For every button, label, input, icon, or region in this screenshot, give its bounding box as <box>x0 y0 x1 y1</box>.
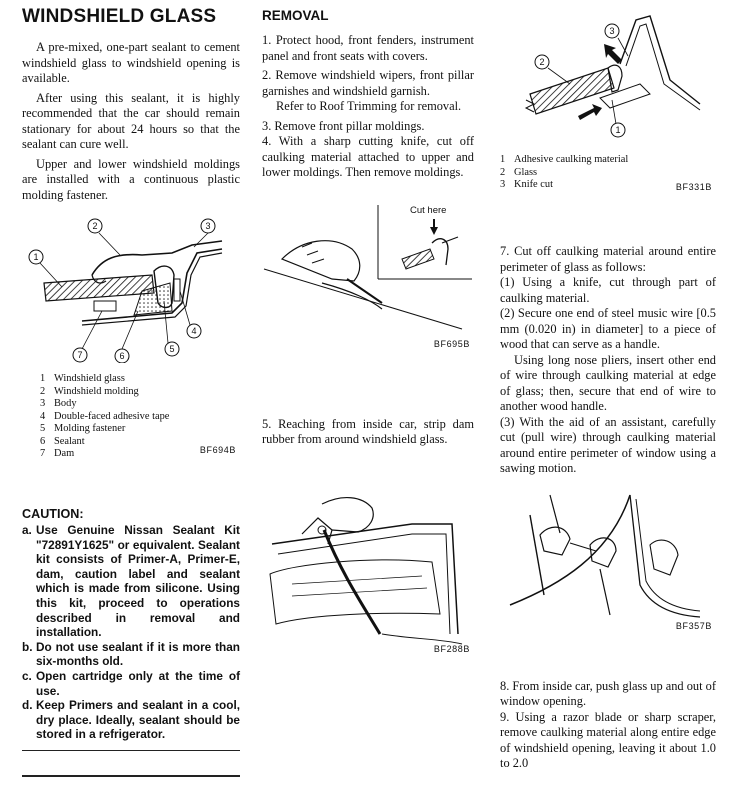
figure5-code: BF357B <box>675 620 712 631</box>
legend-item: 7 Dam <box>40 448 75 459</box>
callout-6: 6 <box>119 351 125 361</box>
intro-paragraph-3: Upper and lower windshield moldings are installed with a continuous plastic molding fastener. <box>22 156 240 202</box>
step7-block <box>500 244 716 477</box>
figure1-legend-block <box>22 373 240 469</box>
figure-windshield-section <box>22 213 240 363</box>
caution-heading: CAUTION: <box>22 507 84 521</box>
figure-cut-moldings <box>262 199 474 359</box>
intro-paragraph-2: After using this sealant, it is highly recommended that the car should remain stationary for about 24 hours so that the sealant can cure well. <box>22 90 240 151</box>
legend-item: 3 Knife cut <box>500 179 553 190</box>
caution-list <box>22 523 240 742</box>
figure2-code: BF695B <box>433 338 470 349</box>
caution-item: d. Keep Primers and sealant in a cool, dry place. Ideally, sealant should be stored in a refrigerator. <box>22 698 240 742</box>
caution-item: b. Do not use sealant if it is more than six-months old. <box>22 639 240 669</box>
cut-here-label: Cut here <box>410 204 447 216</box>
figure-knife-cut <box>500 4 716 154</box>
legend-item: 4 Double-faced adhesive tape <box>40 410 170 422</box>
knife-callout-2: 2 <box>539 57 545 67</box>
left-column <box>22 0 240 777</box>
caution-box <box>22 507 240 777</box>
next-box-top-rule <box>22 775 240 777</box>
strip-dam-illustration <box>262 484 474 654</box>
removal-step-2: 2. Remove windshield wipers, front pillar garnishes and windshield garnish. <box>262 68 474 98</box>
cut-moldings-illustration <box>262 199 474 349</box>
legend-item: 6 Sealant <box>40 435 85 447</box>
removal-step-1: 1. Protect hood, front fenders, instrument panel and front seats with covers. <box>262 33 474 63</box>
legend-item: 3 Body <box>40 398 77 409</box>
figure4-legend-block <box>500 154 716 214</box>
figure4-code: BF331B <box>675 182 712 192</box>
callout-1: 1 <box>33 252 39 262</box>
knife-callout-3: 3 <box>609 26 615 36</box>
callout-2: 2 <box>92 221 98 231</box>
removal-step-3: 3. Remove front pillar moldings. <box>262 118 425 133</box>
callout-5: 5 <box>169 344 175 354</box>
figure-strip-dam <box>262 484 474 664</box>
step-7-sub-1: (1) Using a knife, cut through part of caulking material. <box>500 275 716 305</box>
figure1-code: BF694B <box>199 445 236 455</box>
caution-item: a. Use Genuine Nissan Sealant Kit "72891Y1625" or equivalent. Sealant kit consists of Primer-A, Primer-E, dam, caution label and sealant which is made from silicone. Using this kit, proceed to operations described in removal and installation. <box>22 523 240 640</box>
page-title: WINDSHIELD GLASS <box>22 6 217 27</box>
step-7-sub-2-note: Using long nose pliers, insert other end of wire through caulking material at edge of glass; then, secure that end of wire to another wood handle. <box>500 352 716 413</box>
legend-item: 1 Windshield glass <box>40 373 125 384</box>
knife-cut-illustration <box>500 4 716 152</box>
windshield-section-illustration <box>22 213 240 363</box>
removal-step-4: 4. With a sharp cutting knife, cut off caulking material attached to upper and lower moldings. Then remove moldings. <box>262 134 474 179</box>
removal-step-2-note: Refer to Roof Trimming for removal. <box>276 99 462 113</box>
figure3-code: BF288B <box>433 643 470 654</box>
step-8: 8. From inside car, push glass up and out of window opening. <box>500 678 716 708</box>
wire-cut-illustration <box>500 485 716 630</box>
middle-column <box>262 0 474 664</box>
callout-7: 7 <box>77 350 83 360</box>
step-9: 9. Using a razor blade or sharp scraper, remove caulking material along entire edge of windshield opening, leaving it about 1.0 to 2.0 <box>500 709 716 770</box>
caution-item: c. Open cartridge only at the time of use. <box>22 668 240 698</box>
intro-paragraph-1: A pre-mixed, one-part sealant to cement windshield glass to windshield opening is available. <box>22 40 240 85</box>
step-7-sub-3: (3) With the aid of an assistant, carefully cut (pull wire) through caulking material around entire perimeter of window using a sawing motion. <box>500 414 716 475</box>
caution-bottom-rule <box>22 750 240 751</box>
figure-wire-cut <box>500 485 716 635</box>
removal-heading: REMOVAL <box>262 8 329 23</box>
legend-item: 2 Glass <box>500 166 538 178</box>
legend-item: 5 Molding fastener <box>40 423 126 434</box>
right-column <box>500 0 716 776</box>
step-7-sub-2: (2) Secure one end of steel music wire [0.5 mm (0.020 in) in diameter] to a piece of wood that can serve as a handle. <box>500 306 716 351</box>
removal-step-5: 5. Reaching from inside car, strip dam rubber from around windshield glass. <box>262 416 474 446</box>
step-7: 7. Cut off caulking material around entire perimeter of glass as follows: <box>500 244 716 274</box>
callout-3: 3 <box>205 221 211 231</box>
legend-item: 2 Windshield molding <box>40 385 139 397</box>
callout-4: 4 <box>191 326 197 336</box>
knife-callout-1: 1 <box>615 125 621 135</box>
legend-item: 1 Adhesive caulking material <box>500 154 629 165</box>
